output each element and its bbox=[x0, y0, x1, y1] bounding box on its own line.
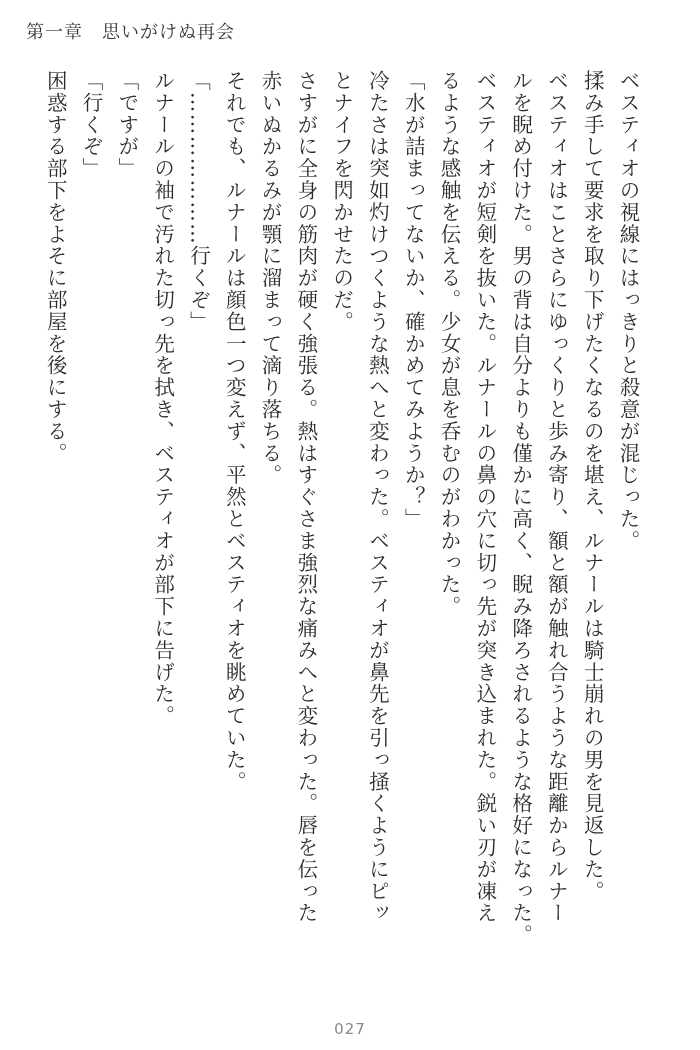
text-line: ベスティオはことさらにゆっくりと歩み寄り、額と額が触れ合うような距離からルナー bbox=[544, 70, 569, 925]
dialogue-line: 「ですが」 bbox=[114, 70, 139, 180]
text-line: ベスティオの視線にはっきりと殺意が混じった。 bbox=[616, 70, 640, 552]
chapter-heading: 第一章 思いがけぬ再会 bbox=[26, 22, 235, 43]
text-line: さすがに全身の筋肉が硬く強張る。熱はすぐさま強烈な痛みへと変わった。唇を伝った bbox=[293, 70, 318, 925]
dialogue-line: 「…………………行くぞ」 bbox=[186, 70, 211, 333]
text-line: 冷たさは突如灼けつくような熱へと変わった。ベスティオが鼻先を引っ掻くようにピッ bbox=[365, 70, 390, 925]
page-number: 027 bbox=[334, 1020, 366, 1038]
text-line: ルを睨め付けた。男の背は自分よりも僅かに高く、睨み降ろされるような格好になった。 bbox=[508, 70, 533, 946]
text-line: それでも、ルナールは顔色一つ変えず、平然とベスティオを眺めていた。 bbox=[222, 70, 247, 793]
dialogue-line: 「水が詰まってないか、確かめてみようか？」 bbox=[401, 70, 426, 530]
text-line: 困惑する部下をよそに部屋を後にする。 bbox=[43, 70, 68, 465]
text-line: ルナールの袖で汚れた切っ先を拭き、ベスティオが部下に告げた。 bbox=[150, 70, 175, 727]
text-line: とナイフを閃かせたのだ。 bbox=[329, 70, 354, 333]
text-line: るような感触を伝える。少女が息を呑むのがわかった。 bbox=[437, 70, 462, 618]
text-line: 赤いぬかるみが顎に溜まって滴り落ちる。 bbox=[258, 70, 283, 487]
dialogue-line: 「行くぞ」 bbox=[79, 70, 104, 180]
text-line: ベスティオが短剣を抜いた。ルナールの鼻の穴に切っ先が突き込まれた。鋭い刃が凍え bbox=[472, 70, 497, 925]
vertical-body-text bbox=[36, 70, 645, 1020]
text-line: 揉み手して要求を取り下げたくなるのを堪え、ルナールは騎士崩れの男を見返した。 bbox=[580, 70, 605, 903]
